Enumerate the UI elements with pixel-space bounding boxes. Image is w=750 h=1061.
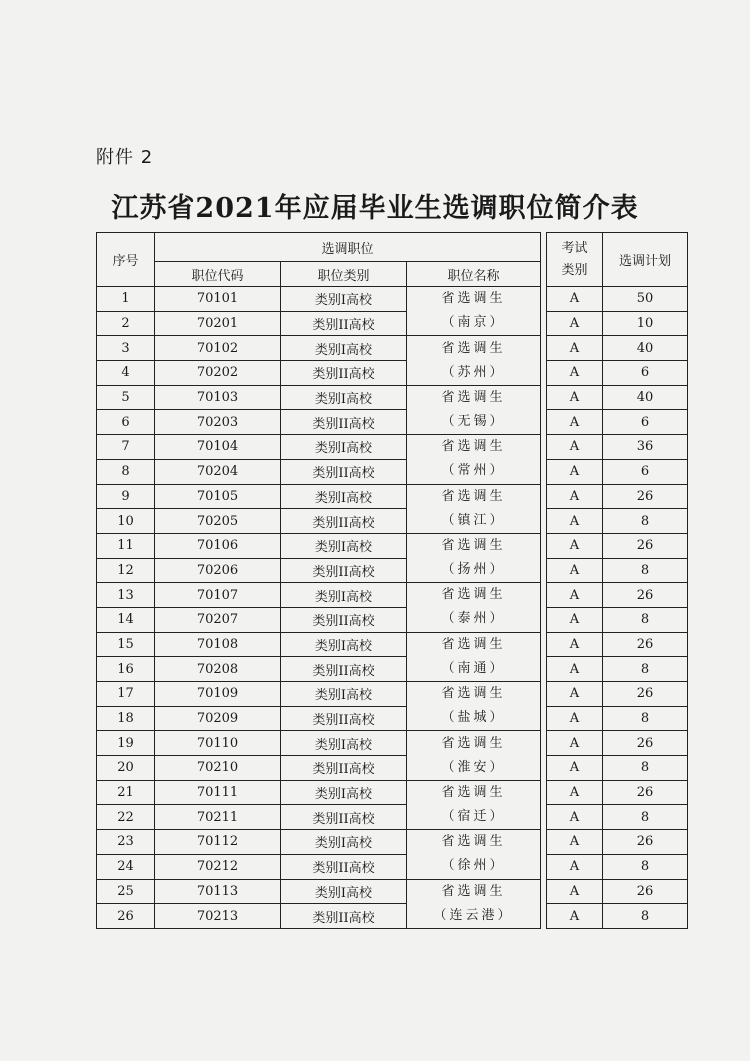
position-name-line: （淮安） bbox=[441, 759, 506, 775]
cell-exam-type: A bbox=[547, 509, 603, 534]
cell-plan: 6 bbox=[603, 361, 688, 386]
cell-code: 70206 bbox=[155, 558, 281, 583]
cell-category: 类别I高校 bbox=[281, 287, 407, 312]
cell-exam-type: A bbox=[547, 805, 603, 830]
cell-plan: 6 bbox=[603, 459, 688, 484]
cell-seq: 20 bbox=[97, 756, 155, 781]
cell-plan: 8 bbox=[603, 607, 688, 632]
table-row bbox=[97, 731, 688, 756]
cell-position-name bbox=[407, 830, 541, 879]
cell-plan: 40 bbox=[603, 385, 688, 410]
cell-plan: 8 bbox=[603, 706, 688, 731]
table-row bbox=[97, 706, 688, 731]
position-name-line: （扬州） bbox=[441, 562, 506, 578]
cell-plan: 8 bbox=[603, 805, 688, 830]
position-name-line: 省选调生 bbox=[441, 636, 506, 652]
cell-position-name bbox=[407, 632, 541, 681]
cell-plan: 26 bbox=[603, 583, 688, 608]
header-exam-type-text: 考试类别 bbox=[561, 240, 588, 278]
cell-position-name bbox=[407, 731, 541, 780]
table-row bbox=[97, 287, 688, 312]
cell-code: 70210 bbox=[155, 756, 281, 781]
position-name-line: （镇江） bbox=[441, 512, 506, 528]
cell-plan: 26 bbox=[603, 682, 688, 707]
table-row bbox=[97, 830, 688, 855]
table-row bbox=[97, 607, 688, 632]
cell-category: 类别II高校 bbox=[281, 904, 407, 929]
position-name-line: 省选调生 bbox=[441, 291, 506, 307]
cell-exam-type: A bbox=[547, 756, 603, 781]
header-seq: 序号 bbox=[97, 233, 155, 287]
cell-category: 类别II高校 bbox=[281, 706, 407, 731]
cell-code: 70201 bbox=[155, 311, 281, 336]
position-name-line: 省选调生 bbox=[441, 587, 506, 603]
cell-plan: 8 bbox=[603, 509, 688, 534]
cell-seq: 24 bbox=[97, 854, 155, 879]
header-name: 职位名称 bbox=[407, 262, 541, 287]
page-title: 江苏省2021年应届毕业生选调职位简介表 bbox=[111, 193, 639, 224]
cell-category: 类别II高校 bbox=[281, 509, 407, 534]
cell-category: 类别I高校 bbox=[281, 583, 407, 608]
cell-seq: 18 bbox=[97, 706, 155, 731]
cell-plan: 26 bbox=[603, 533, 688, 558]
position-name-line: 省选调生 bbox=[441, 883, 506, 899]
cell-position-name bbox=[407, 484, 541, 533]
cell-code: 70202 bbox=[155, 361, 281, 386]
table-row bbox=[97, 484, 688, 509]
cell-exam-type: A bbox=[547, 410, 603, 435]
table-body bbox=[97, 287, 688, 929]
cell-seq: 11 bbox=[97, 533, 155, 558]
cell-code: 70108 bbox=[155, 632, 281, 657]
cell-category: 类别II高校 bbox=[281, 459, 407, 484]
cell-exam-type: A bbox=[547, 583, 603, 608]
cell-exam-type: A bbox=[547, 632, 603, 657]
position-name-line: （徐州） bbox=[441, 858, 506, 874]
cell-plan: 26 bbox=[603, 830, 688, 855]
table-row bbox=[97, 583, 688, 608]
cell-plan: 26 bbox=[603, 632, 688, 657]
table-row bbox=[97, 385, 688, 410]
cell-category: 类别I高校 bbox=[281, 385, 407, 410]
cell-exam-type: A bbox=[547, 459, 603, 484]
cell-category: 类别II高校 bbox=[281, 558, 407, 583]
cell-plan: 26 bbox=[603, 780, 688, 805]
table-row bbox=[97, 533, 688, 558]
cell-category: 类别I高校 bbox=[281, 336, 407, 361]
table-row bbox=[97, 879, 688, 904]
cell-seq: 3 bbox=[97, 336, 155, 361]
cell-plan: 36 bbox=[603, 435, 688, 460]
cell-seq: 10 bbox=[97, 509, 155, 534]
table-row bbox=[97, 632, 688, 657]
table-row bbox=[97, 410, 688, 435]
cell-category: 类别I高校 bbox=[281, 731, 407, 756]
cell-seq: 13 bbox=[97, 583, 155, 608]
cell-seq: 19 bbox=[97, 731, 155, 756]
cell-exam-type: A bbox=[547, 558, 603, 583]
table-row bbox=[97, 780, 688, 805]
position-name-line: 省选调生 bbox=[441, 686, 506, 702]
table-row bbox=[97, 854, 688, 879]
cell-seq: 16 bbox=[97, 657, 155, 682]
table-row bbox=[97, 509, 688, 534]
position-name-line: （宿迁） bbox=[441, 808, 506, 824]
cell-code: 70208 bbox=[155, 657, 281, 682]
cell-exam-type: A bbox=[547, 879, 603, 904]
cell-plan: 26 bbox=[603, 484, 688, 509]
cell-code: 70101 bbox=[155, 287, 281, 312]
cell-plan: 8 bbox=[603, 756, 688, 781]
cell-category: 类别II高校 bbox=[281, 410, 407, 435]
cell-seq: 8 bbox=[97, 459, 155, 484]
table-row bbox=[97, 756, 688, 781]
cell-seq: 22 bbox=[97, 805, 155, 830]
cell-category: 类别II高校 bbox=[281, 607, 407, 632]
cell-position-name bbox=[407, 533, 541, 582]
table-row bbox=[97, 682, 688, 707]
cell-category: 类别II高校 bbox=[281, 854, 407, 879]
cell-code: 70103 bbox=[155, 385, 281, 410]
cell-category: 类别I高校 bbox=[281, 533, 407, 558]
position-name-line: （连云港） bbox=[433, 907, 514, 923]
cell-position-name bbox=[407, 780, 541, 829]
cell-exam-type: A bbox=[547, 780, 603, 805]
position-name-line: 省选调生 bbox=[441, 735, 506, 751]
attachment-label: 附件 2 bbox=[96, 147, 154, 168]
cell-exam-type: A bbox=[547, 706, 603, 731]
cell-category: 类别II高校 bbox=[281, 657, 407, 682]
header-plan: 选调计划 bbox=[603, 233, 688, 287]
cell-exam-type: A bbox=[547, 830, 603, 855]
position-name-line: 省选调生 bbox=[441, 439, 506, 455]
cell-category: 类别I高校 bbox=[281, 435, 407, 460]
table-row bbox=[97, 435, 688, 460]
cell-position-name bbox=[407, 385, 541, 434]
cell-seq: 1 bbox=[97, 287, 155, 312]
positions-table bbox=[96, 232, 688, 929]
position-name-line: （泰州） bbox=[441, 611, 506, 627]
cell-exam-type: A bbox=[547, 731, 603, 756]
cell-seq: 12 bbox=[97, 558, 155, 583]
position-name-line: （常州） bbox=[441, 463, 506, 479]
cell-code: 70113 bbox=[155, 879, 281, 904]
cell-category: 类别I高校 bbox=[281, 780, 407, 805]
position-name-line: 省选调生 bbox=[441, 784, 506, 800]
cell-exam-type: A bbox=[547, 657, 603, 682]
header-position-group: 选调职位 bbox=[155, 233, 541, 262]
cell-plan: 6 bbox=[603, 410, 688, 435]
cell-exam-type: A bbox=[547, 361, 603, 386]
cell-seq: 14 bbox=[97, 607, 155, 632]
table-row bbox=[97, 311, 688, 336]
cell-seq: 2 bbox=[97, 311, 155, 336]
cell-position-name bbox=[407, 336, 541, 385]
cell-plan: 26 bbox=[603, 731, 688, 756]
position-name-line: 省选调生 bbox=[441, 834, 506, 850]
cell-category: 类别I高校 bbox=[281, 682, 407, 707]
table-row bbox=[97, 657, 688, 682]
cell-code: 70112 bbox=[155, 830, 281, 855]
cell-exam-type: A bbox=[547, 287, 603, 312]
position-name-line: （盐城） bbox=[441, 710, 506, 726]
cell-seq: 25 bbox=[97, 879, 155, 904]
cell-category: 类别II高校 bbox=[281, 756, 407, 781]
cell-plan: 40 bbox=[603, 336, 688, 361]
cell-code: 70207 bbox=[155, 607, 281, 632]
cell-seq: 21 bbox=[97, 780, 155, 805]
position-name-line: 省选调生 bbox=[441, 538, 506, 554]
cell-position-name bbox=[407, 583, 541, 632]
cell-code: 70110 bbox=[155, 731, 281, 756]
cell-exam-type: A bbox=[547, 607, 603, 632]
table-row bbox=[97, 361, 688, 386]
cell-code: 70204 bbox=[155, 459, 281, 484]
cell-code: 70107 bbox=[155, 583, 281, 608]
cell-category: 类别I高校 bbox=[281, 632, 407, 657]
cell-code: 70105 bbox=[155, 484, 281, 509]
cell-seq: 15 bbox=[97, 632, 155, 657]
cell-plan: 26 bbox=[603, 879, 688, 904]
cell-plan: 50 bbox=[603, 287, 688, 312]
cell-seq: 9 bbox=[97, 484, 155, 509]
cell-category: 类别I高校 bbox=[281, 484, 407, 509]
header-exam-type bbox=[547, 233, 603, 287]
cell-exam-type: A bbox=[547, 854, 603, 879]
cell-code: 70102 bbox=[155, 336, 281, 361]
cell-exam-type: A bbox=[547, 682, 603, 707]
header-code: 职位代码 bbox=[155, 262, 281, 287]
cell-seq: 5 bbox=[97, 385, 155, 410]
cell-code: 70104 bbox=[155, 435, 281, 460]
cell-plan: 8 bbox=[603, 657, 688, 682]
position-name-line: （南京） bbox=[441, 315, 506, 331]
cell-exam-type: A bbox=[547, 311, 603, 336]
cell-code: 70203 bbox=[155, 410, 281, 435]
cell-position-name bbox=[407, 287, 541, 336]
position-name-line: （苏州） bbox=[441, 364, 506, 380]
cell-exam-type: A bbox=[547, 336, 603, 361]
cell-category: 类别II高校 bbox=[281, 361, 407, 386]
cell-position-name bbox=[407, 435, 541, 484]
cell-code: 70211 bbox=[155, 805, 281, 830]
cell-plan: 8 bbox=[603, 558, 688, 583]
cell-category: 类别II高校 bbox=[281, 805, 407, 830]
cell-code: 70213 bbox=[155, 904, 281, 929]
cell-plan: 8 bbox=[603, 854, 688, 879]
cell-seq: 17 bbox=[97, 682, 155, 707]
cell-seq: 26 bbox=[97, 904, 155, 929]
cell-code: 70106 bbox=[155, 533, 281, 558]
cell-position-name bbox=[407, 682, 541, 731]
cell-code: 70109 bbox=[155, 682, 281, 707]
position-name-line: 省选调生 bbox=[441, 340, 506, 356]
cell-seq: 6 bbox=[97, 410, 155, 435]
table-row bbox=[97, 336, 688, 361]
position-name-line: （无锡） bbox=[441, 413, 506, 429]
cell-exam-type: A bbox=[547, 484, 603, 509]
cell-code: 70205 bbox=[155, 509, 281, 534]
cell-code: 70209 bbox=[155, 706, 281, 731]
cell-plan: 8 bbox=[603, 904, 688, 929]
position-name-line: 省选调生 bbox=[441, 488, 506, 504]
cell-category: 类别I高校 bbox=[281, 879, 407, 904]
position-name-line: （南通） bbox=[441, 660, 506, 676]
cell-plan: 10 bbox=[603, 311, 688, 336]
table-row bbox=[97, 459, 688, 484]
cell-exam-type: A bbox=[547, 533, 603, 558]
cell-seq: 7 bbox=[97, 435, 155, 460]
position-name-line: 省选调生 bbox=[441, 389, 506, 405]
cell-seq: 4 bbox=[97, 361, 155, 386]
cell-category: 类别II高校 bbox=[281, 311, 407, 336]
table-row bbox=[97, 805, 688, 830]
header-category: 职位类别 bbox=[281, 262, 407, 287]
table-row bbox=[97, 558, 688, 583]
cell-category: 类别I高校 bbox=[281, 830, 407, 855]
cell-exam-type: A bbox=[547, 385, 603, 410]
cell-exam-type: A bbox=[547, 904, 603, 929]
cell-code: 70111 bbox=[155, 780, 281, 805]
table-row bbox=[97, 904, 688, 929]
cell-position-name bbox=[407, 879, 541, 928]
cell-exam-type: A bbox=[547, 435, 603, 460]
cell-seq: 23 bbox=[97, 830, 155, 855]
cell-code: 70212 bbox=[155, 854, 281, 879]
